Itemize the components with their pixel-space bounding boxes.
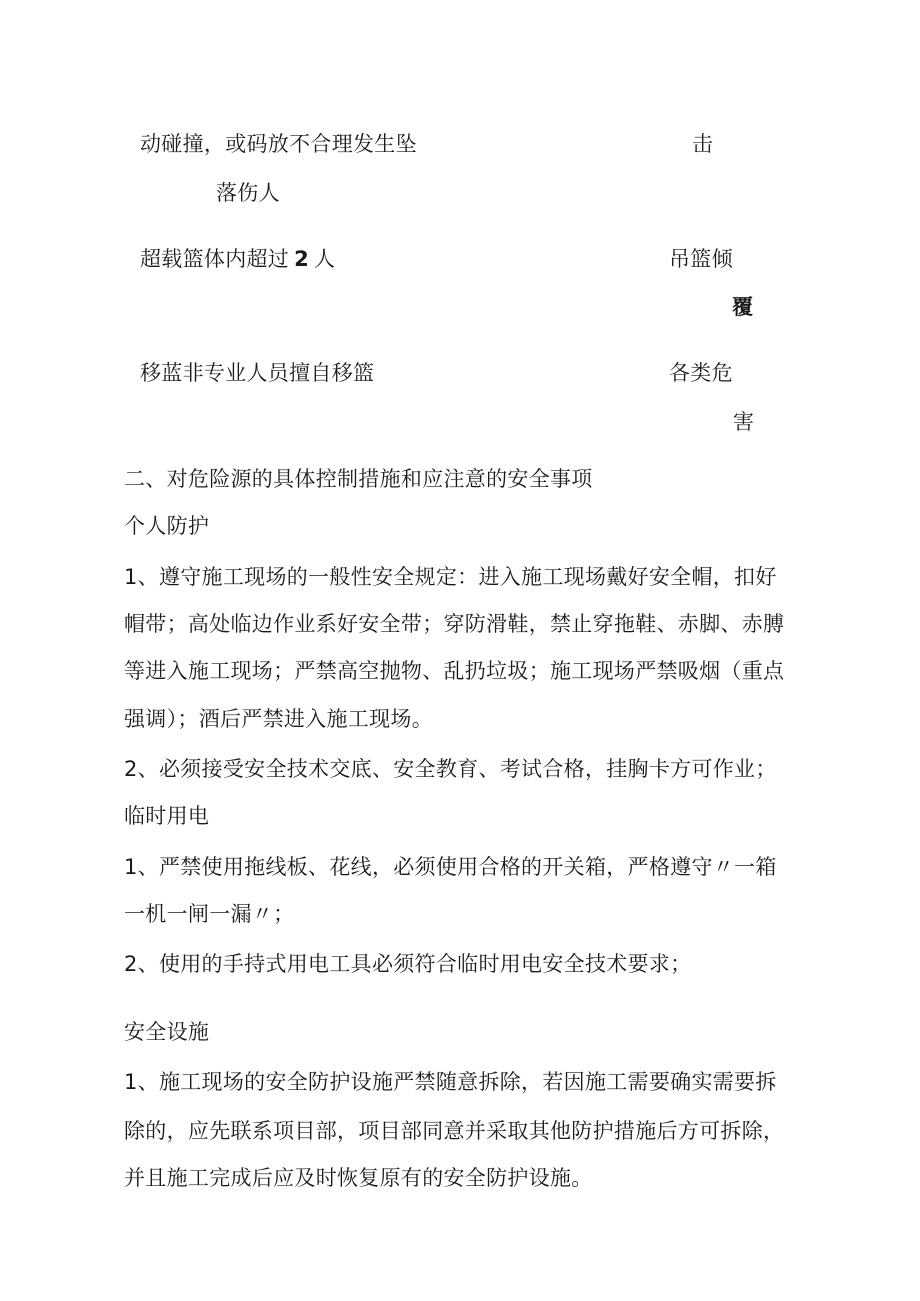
cause-row2-number: 2 bbox=[294, 247, 310, 271]
cause-row1-line2: 落伤人 bbox=[216, 181, 280, 205]
personal-item2: 2、必须接受安全技术交底、安全教育、考试合格，挂胸卡方可作业； bbox=[124, 757, 777, 781]
electric-item1-line2: 一机一闸一漏〃； bbox=[124, 902, 295, 926]
facility-item1-line1: 1、施工现场的安全防护设施严禁随意拆除，若因施工需要确实需要拆 bbox=[124, 1070, 777, 1094]
facility-item1-line3: 并且施工完成后应及时恢复原有的安全防护设施。 bbox=[124, 1166, 593, 1190]
facility-heading: 安全设施 bbox=[124, 1020, 210, 1044]
cause-row2-after: 人 bbox=[314, 247, 336, 271]
cause-row3-line1: 移蓝非专业人员擅自移篮 bbox=[140, 361, 375, 385]
section-title: 二、对危险源的具体控制措施和应注意的安全事项 bbox=[124, 467, 593, 491]
electric-item1-line1: 1、严禁使用拖线板、花线，必须使用合格的开关箱，严格遵守〃一箱 bbox=[124, 855, 777, 879]
hazard-row2-line1: 吊篮倾 bbox=[669, 247, 733, 271]
hazard-row2-line2: 覆 bbox=[732, 295, 754, 319]
hazard-row3-line2: 害 bbox=[733, 410, 755, 434]
electric-item2: 2、使用的手持式用电工具必须符合临时用电安全技术要求； bbox=[124, 952, 692, 976]
facility-item1-line2: 除的，应先联系项目部，项目部同意并采取其他防护措施后方可拆除， bbox=[124, 1119, 785, 1143]
personal-heading: 个人防护 bbox=[124, 514, 210, 538]
hazard-row3-line1: 各类危 bbox=[669, 361, 733, 385]
cause-row2-line1 bbox=[140, 245, 335, 273]
cause-row2-text: 超载篮体内超过 bbox=[140, 247, 290, 271]
personal-item1-line4: 强调）；酒后严禁进入施工现场。 bbox=[124, 707, 433, 731]
personal-item1-line2: 帽带；高处临边作业系好安全带；穿防滑鞋，禁止穿拖鞋、赤脚、赤膊 bbox=[124, 612, 785, 636]
cause-row1-line1: 动碰撞，或码放不合理发生坠 bbox=[140, 132, 417, 156]
personal-item1-line3: 等进入施工现场；严禁高空抛物、乱扔垃圾；施工现场严禁吸烟（重点 bbox=[124, 659, 785, 683]
electric-heading: 临时用电 bbox=[124, 804, 210, 828]
hazard-row1-line1: 击 bbox=[692, 132, 714, 156]
personal-item1-line1: 1、遵守施工现场的一般性安全规定：进入施工现场戴好安全帽，扣好 bbox=[124, 565, 777, 589]
